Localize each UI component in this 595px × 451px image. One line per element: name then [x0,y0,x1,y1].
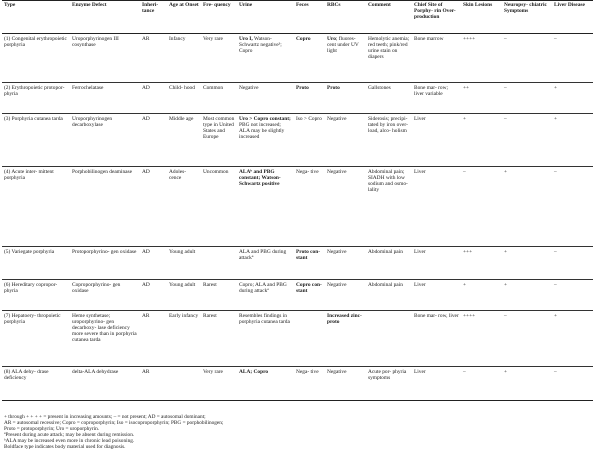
cell-neuro [502,167,552,247]
cell-chief-site-text: Bone mar- row; liver variable [414,85,449,98]
cell-neuro-text: + [504,369,508,375]
header-feces: Feces [296,2,309,8]
cell-chief-site-text: Bone mar- row, liver [414,313,459,319]
cell-onset [167,167,201,247]
cell-rbcs [325,367,366,401]
cell-skin [461,280,502,311]
cell-rbcs [325,280,366,311]
cell-inheritance-text: AD [142,282,150,288]
cell-type-text: (2) Erythropoietic protopor- phyria [4,85,65,98]
cell-rbcs-text: Negative [327,369,347,375]
cell-onset [167,83,201,114]
cell-type-text: (5) Variegate porphyria [4,249,55,255]
cell-liver [552,83,593,114]
cell-onset-text: Middle age [169,116,194,122]
cell-enzyme [70,83,140,114]
cell-rbcs-text: Negative [327,169,347,175]
cell-neuro [502,367,552,401]
footnote: Boldface type indicates body material used for diagnosis. [4,444,126,451]
cell-neuro [502,247,552,280]
cell-liver [552,311,593,367]
cell-enzyme-text: Protoporphyrino- gen oxidase [72,249,137,255]
cell-enzyme-text: Ferrochelatase [72,85,104,91]
cell-comment-text: Gallstones [368,85,391,91]
cell-skin [461,311,502,367]
cell-type [2,114,70,167]
cell-onset-text: Young adult [169,249,196,255]
cell-urine-bold: Uro > Copro constant; [239,116,291,122]
cell-chief-site-text: Liver [414,369,426,375]
cell-urine-bold: ALA; Copro [239,369,269,375]
cell-inheritance-text: AR [142,36,150,42]
header-neuro: Neuropsy- chiatric Symptoms [504,2,547,15]
header-onset: Age at Onset [169,2,199,8]
cell-comment [366,114,412,167]
cell-frequency [201,83,237,114]
porphyria-table [2,0,593,401]
cell-liver-text: – [554,36,557,42]
cell-comment-text: Abdominal pain [368,282,403,288]
cell-onset [167,367,201,401]
cell-comment-text: Hemolytic anemia; red teeth; pink/red urine stain on diapers [368,36,410,61]
cell-onset-text: Infancy [169,36,186,42]
cell-comment [366,167,412,247]
porphyria-table-page [2,0,593,449]
cell-urine-bold: ALAᵇ and PBG constant; Watson- Schwartz positive [239,169,281,188]
cell-neuro-text: + [504,282,508,288]
cell-urine-text: Watson- Schwartz negative³; Copro [239,36,282,55]
cell-onset-text: Adoles- cence [169,169,187,182]
cell-chief-site [412,167,461,247]
cell-skin [461,34,502,83]
header-enzyme: Enzyme Defect [72,2,107,8]
cell-onset [167,34,201,83]
cell-chief-site-text: Liver [414,282,426,288]
cell-enzyme-text: Coproporphyrino- gen oxidase [72,282,121,295]
cell-comment [366,311,412,367]
cell-onset-text: Young adult [169,282,196,288]
cell-inheritance [140,311,167,367]
cell-neuro-text: + [504,169,508,175]
cell-enzyme [70,34,140,83]
cell-feces [294,34,325,83]
header-frequency: Fre- quency [203,2,231,8]
cell-rbcs-text: Negative [327,116,347,122]
cell-rbcs-text: ; fluores- cent under UV light [327,36,359,55]
cell-type-text: (1) Congenital erythropoietic porphyria [4,36,67,49]
table-row [2,311,593,367]
cell-frequency [201,247,237,280]
cell-rbcs-bold: Increased zinc- proto [327,313,362,326]
cell-chief-site-text: Liver [414,116,426,122]
cell-inheritance [140,114,167,167]
cell-chief-site-text: Liver [414,249,426,255]
cell-neuro [502,311,552,367]
header-skin: Skin Lesions [463,2,493,8]
cell-inheritance-text: AR [142,369,150,375]
cell-liver [552,247,593,280]
cell-inheritance-text: AD [142,169,150,175]
cell-enzyme [70,247,140,280]
cell-comment-text: Siderosis; precipi- tated by iron over- load, alco- holism [368,116,408,135]
cell-rbcs [325,167,366,247]
cell-type-text: (8) ALA dehy- drase deficiency [4,369,49,382]
cell-chief-site [412,367,461,401]
cell-rbcs [325,311,366,367]
cell-urine [237,247,294,280]
table-row [2,167,593,247]
cell-urine [237,280,294,311]
cell-skin-text: +++ [463,249,473,255]
header-urine: Urine [239,2,253,8]
table-row [2,367,593,401]
cell-enzyme [70,280,140,311]
header-chief-site: Chief Site of Porphy- rin Over- production [414,2,456,21]
cell-urine [237,114,294,167]
cell-neuro-text: – [504,313,507,319]
cell-rbcs [325,114,366,167]
cell-inheritance [140,34,167,83]
cell-chief-site [412,83,461,114]
cell-comment [366,34,412,83]
cell-onset-text: Early infancy [169,313,199,319]
cell-rbcs [325,34,366,83]
cell-liver-text: – [554,282,557,288]
header-inheritance: Inheri- tance [142,2,159,15]
footnote: ªPresent during acute attack; may be absent during remission. [4,432,135,439]
cell-urine-text: Copro; ALA and PBG during attackª [239,282,287,295]
cell-enzyme-text: Heme synthetase; uroporphyrino- gen decarboxy- lase deficiency more severe than in porphyria cutanea tarda [72,313,137,344]
cell-onset [167,114,201,167]
cell-rbcs-bold: Uro [327,36,336,42]
cell-frequency-text: Rarest [203,282,217,288]
cell-frequency [201,311,237,367]
cell-chief-site [412,247,461,280]
cell-urine [237,34,294,83]
cell-type-text: (6) Hereditary copropor- phyria [4,282,58,295]
cell-liver-text: + [554,313,558,319]
cell-type [2,83,70,114]
cell-feces [294,280,325,311]
footnotes [4,414,595,451]
cell-neuro-text: + [504,249,508,255]
cell-rbcs-text: Negative [327,249,347,255]
cell-skin-text: ++ [463,85,470,91]
cell-onset [167,311,201,367]
cell-inheritance [140,167,167,247]
cell-type-text: (3) Porphyria cutanea tarda [4,116,63,122]
cell-urine-text: Resembles findings in porphyria cutanea tarda [239,313,290,326]
cell-comment [366,280,412,311]
cell-skin [461,247,502,280]
cell-feces-bold: Copro con- stant [296,282,322,295]
cell-enzyme-text: Uroporphyrinogen decarboxylase [72,116,113,129]
cell-urine [237,367,294,401]
cell-liver-text: – [554,369,557,375]
cell-frequency [201,367,237,401]
cell-frequency-text: Uncommon [203,169,229,175]
cell-liver [552,167,593,247]
cell-skin-text: + [463,282,467,288]
cell-enzyme [70,367,140,401]
cell-comment-text: Abdominal pain; SIADH with low sodium and osmo- lality [368,169,408,194]
cell-feces [294,167,325,247]
header-comment: Comment [368,2,391,8]
footnote: ᵇALA may be increased even more in chronic lead poisoning. [4,438,135,445]
cell-liver [552,114,593,167]
cell-enzyme-text: Porphobilinogen deaminase [72,169,133,175]
cell-frequency-text: Very rare [203,36,223,42]
cell-feces [294,311,325,367]
footnote: Proto = protoporphyrin; Uro = uroporphyrin. [4,426,100,433]
cell-liver-text: – [554,169,557,175]
cell-inheritance-text: AD [142,249,150,255]
cell-skin-text: – [463,369,466,375]
cell-feces-bold: Proto con- stant [296,249,321,262]
cell-frequency [201,114,237,167]
cell-enzyme [70,311,140,367]
header-type: Type [4,2,16,8]
cell-type [2,367,70,401]
cell-comment [366,367,412,401]
cell-skin-text: ++++ [463,36,476,42]
cell-rbcs [325,83,366,114]
cell-rbcs-text: Negative [327,282,347,288]
cell-neuro [502,34,552,83]
cell-type [2,167,70,247]
cell-skin-text: – [463,169,466,175]
cell-chief-site-text: Liver [414,169,426,175]
cell-neuro [502,83,552,114]
cell-enzyme-text: delta-ALA dehydrase [72,369,119,375]
cell-liver-text: + [554,85,558,91]
cell-inheritance-text: AD [142,116,150,122]
cell-onset [167,247,201,280]
cell-frequency [201,34,237,83]
cell-urine-bold: Uro I, [239,36,253,42]
cell-chief-site-text: Bone marrow [414,36,444,42]
cell-type [2,311,70,367]
cell-type [2,247,70,280]
cell-neuro-text: – [504,116,507,122]
cell-chief-site [412,280,461,311]
header-row [2,1,593,34]
cell-onset [167,280,201,311]
cell-comment [366,247,412,280]
cell-inheritance [140,280,167,311]
table-row [2,280,593,311]
cell-skin-text: + [463,116,467,122]
cell-liver [552,367,593,401]
header-rbcs: RBCs [327,2,341,8]
cell-feces [294,114,325,167]
cell-liver-text: + [554,116,558,122]
cell-feces-text: Nega- tive [296,169,319,175]
cell-skin [461,114,502,167]
cell-urine-text: Negative [239,85,259,91]
cell-feces [294,247,325,280]
footnote: + through + + + + = present in increasing amounts; – = not present; AD = autosomal dominant; [4,414,206,420]
cell-skin-text: ++++ [463,313,476,319]
cell-urine [237,83,294,114]
cell-skin [461,367,502,401]
cell-frequency [201,280,237,311]
cell-type-text: (7) Hepatoery- thropoietic porphyria [4,313,61,326]
cell-frequency-text: Common [203,85,224,91]
cell-onset-text: Child- hood [169,85,195,91]
cell-feces-text: Iso > Copro [296,116,322,122]
cell-frequency-text: Most common type in United States and Europe [203,116,235,141]
table-row [2,83,593,114]
cell-inheritance [140,83,167,114]
cell-feces-bold: Proto [296,85,309,91]
footnote: AR = autosomal recessive; Copro = coproporphyrin; Iso = isocoproporphyrin; PBG = porphobilinogen; [4,420,224,427]
cell-comment [366,83,412,114]
cell-rbcs-bold: Proto [327,85,340,91]
cell-liver [552,280,593,311]
cell-neuro [502,280,552,311]
cell-urine-text: PBG not increased; ALA may be slightly increased [239,122,285,141]
cell-enzyme [70,167,140,247]
cell-type [2,34,70,83]
cell-feces [294,83,325,114]
cell-frequency-text: Rarest [203,313,217,319]
cell-enzyme [70,114,140,167]
cell-chief-site [412,114,461,167]
cell-inheritance [140,367,167,401]
cell-skin [461,167,502,247]
cell-frequency [201,167,237,247]
cell-urine-text: ALA and PBG during attackª [239,249,287,262]
cell-comment-text: Acute por- phyria symptoms [368,369,407,382]
cell-urine [237,167,294,247]
table-row [2,247,593,280]
cell-feces [294,367,325,401]
cell-neuro-text: – [504,85,507,91]
cell-skin [461,83,502,114]
cell-neuro [502,114,552,167]
cell-inheritance-text: AR [142,313,150,319]
cell-frequency-text: Very rare [203,369,223,375]
cell-feces-text: Nega- tive [296,369,319,375]
cell-liver-text: – [554,249,557,255]
cell-chief-site [412,311,461,367]
cell-enzyme-text: Uroporphyrinogen III cosynthase [72,36,119,49]
header-liver: Liver Disease [554,2,585,8]
cell-liver [552,34,593,83]
cell-rbcs [325,247,366,280]
table-row [2,34,593,83]
cell-inheritance-text: AD [142,85,150,91]
cell-feces-bold: Copro [296,36,311,42]
cell-type [2,280,70,311]
cell-chief-site [412,34,461,83]
table-row [2,114,593,167]
cell-inheritance [140,247,167,280]
cell-neuro-text: – [504,36,507,42]
cell-urine [237,311,294,367]
cell-comment-text: Abdominal pain [368,249,403,255]
cell-type-text: (4) Acute inter- mittent porphyria [4,169,54,182]
